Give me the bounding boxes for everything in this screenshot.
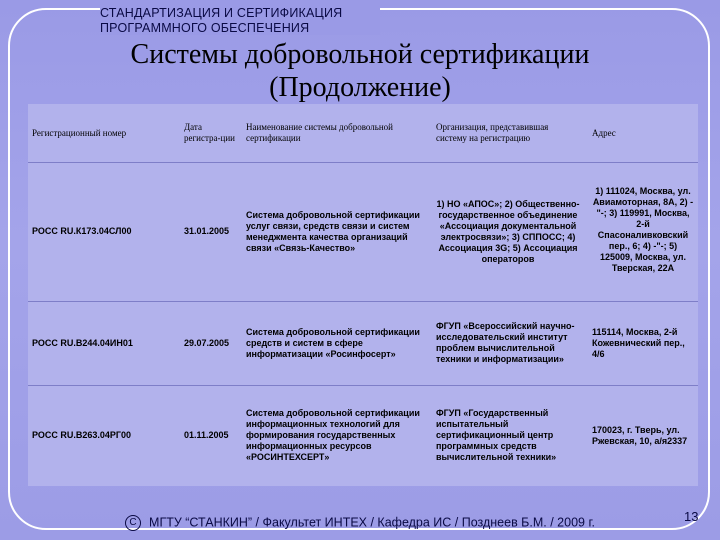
header-cell-addr: Адрес: [592, 127, 616, 138]
header-cell-name: Наименование системы добровольной сертификации: [246, 122, 394, 143]
slide-title: Системы добровольной сертификации: [130, 39, 590, 70]
table-row-3-name: Система добровольной сертификации информационных технологий для формирования государственных информационных ресурсов «РОСИНТЕХСЕРТ»: [246, 408, 420, 462]
page-number: 13: [684, 509, 699, 524]
table-row-1-name: Система добровольной сертификации услуг связи, средств связи и систем менеджмента качества организаций связи «Связь-Качество»: [246, 209, 420, 253]
table-row-3-date: 01.11.2005: [184, 430, 229, 440]
table-row-2-org: ФГУП «Всероссийский научно-исследовательский институт проблем вычислительной техники и информатизации»: [436, 321, 575, 364]
table-row-1-date: 31.01.2005: [184, 226, 230, 236]
table-row-3-reg: РОСС RU.В263.04РГ00: [32, 430, 132, 440]
slide-subtitle: (Продолжение): [269, 72, 451, 103]
table-row-2-addr: 115114, Москва, 2-й Кожевнический пер., 4/6: [592, 326, 685, 359]
footer: [0, 515, 720, 531]
header-line-1: СТАНДАРТИЗАЦИЯ И СЕРТИФИКАЦИЯ: [100, 6, 343, 20]
copyright-icon: C: [125, 515, 141, 531]
footer-text: МГТУ “СТАНКИН” / Факультет ИНТЕХ / Кафедра ИС / Позднеев Б.М. / 2009 г.: [149, 515, 595, 530]
header-cell-reg: Регистрационный номер: [32, 127, 127, 138]
table-row-2-reg: РОСС RU.В244.04ИН01: [32, 337, 133, 348]
table-row-1-addr: 1) 111024, Москва, ул. Авиамоторная, 8А, 2) -"-; 3) 119991, Москва, 2-й Спасоналивковский пер., 6; 4) -"-; 5) 125009, Москва, ул. Тверская, 22А: [592, 185, 694, 273]
table-row-2-date: 29.07.2005: [184, 337, 230, 348]
table-row-3-addr: 170023, г. Тверь, ул. Ржевская, 10, а/я2337: [592, 424, 688, 446]
table-row-1-reg: РОСС RU.К173.04СЛ00: [32, 226, 132, 236]
table-row-2-name: Система добровольной сертификации средств и систем в сфере информатизации «Росинфосерт»: [246, 326, 420, 359]
header-cell-org: Организация, представившая систему на регистрацию: [436, 122, 549, 143]
table-row-1-org: 1) НО «АПОС»; 2) Общественно-государственное объединение «Ассоциация документальной электросвязи»; 3) СППОСС; 4) Ассоциация 3G; 5) Ассоциация операторов: [436, 198, 580, 264]
header-cell-date: Дата регистра-ции: [184, 122, 235, 143]
header-line-2: ПРОГРАММНОГО ОБЕСПЕЧЕНИЯ: [100, 21, 310, 35]
certification-table: [28, 104, 698, 486]
table-row-3-org: ФГУП «Государственный испытательный сертификационный центр программных средств вычислительной техники»: [436, 408, 557, 462]
